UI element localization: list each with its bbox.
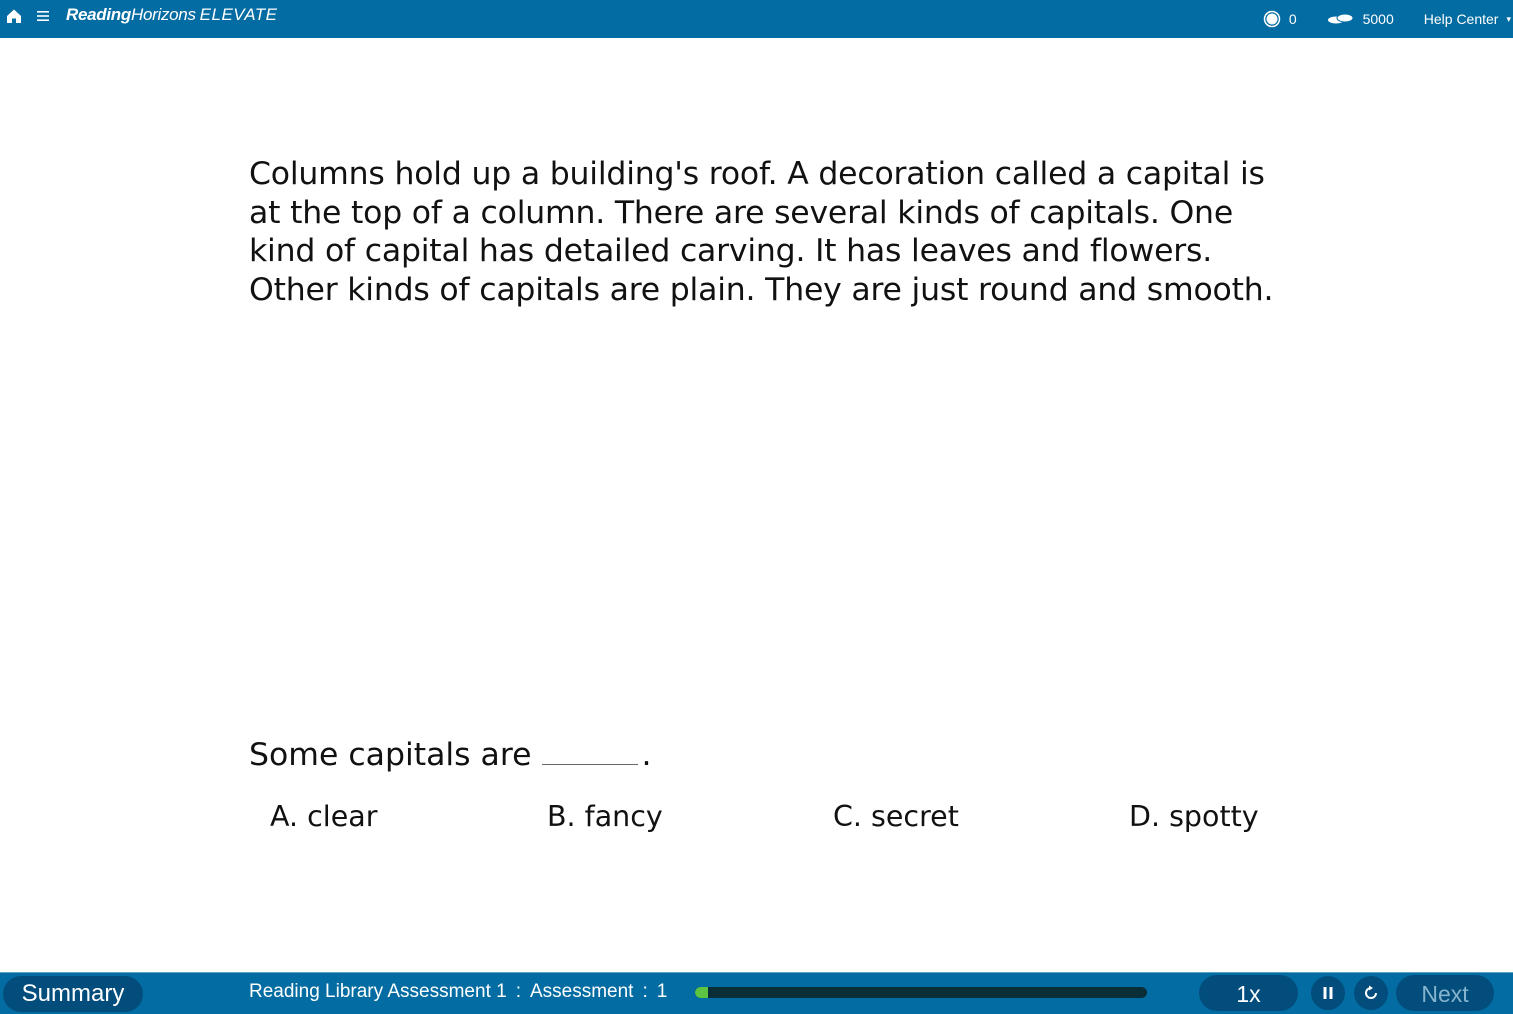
summary-button[interactable]: Summary: [3, 976, 143, 1012]
help-center-label: Help Center: [1423, 11, 1499, 27]
replay-icon: [1363, 985, 1379, 1001]
pause-button[interactable]: [1311, 976, 1345, 1010]
points-value: 0: [1288, 11, 1297, 27]
reading-passage: Columns hold up a building's roof. A decoration called a capital is at the top of a column. There are several kinds of capitals. One kind of capital has detailed carving. It has leaves and flowers. Other kinds of capitals are plain. They are just round and smooth.: [249, 156, 1274, 308]
breadcrumb-assessment-name: Reading Library Assessment 1: [249, 981, 507, 1002]
progress-fill: [695, 987, 708, 998]
answer-option-a[interactable]: A. clear: [270, 800, 378, 833]
next-button[interactable]: Next: [1396, 975, 1494, 1011]
question-text: Some capitals are: [249, 737, 532, 773]
logo-regular: Horizons: [130, 5, 196, 24]
answer-option-b[interactable]: B. fancy: [547, 800, 663, 833]
playback-speed-button[interactable]: 1x: [1199, 975, 1298, 1011]
answer-option-d[interactable]: D. spotty: [1129, 800, 1259, 833]
breadcrumb-separator: :: [642, 981, 648, 1002]
coins-icon: [1327, 12, 1355, 26]
logo-product: ELEVATE: [199, 5, 278, 24]
question-prompt: [249, 737, 652, 773]
home-icon[interactable]: [5, 7, 23, 25]
app-logo[interactable]: [66, 5, 278, 25]
top-navigation-bar: [0, 0, 1513, 38]
points-stat: [1263, 10, 1297, 28]
breadcrumb-section: Assessment: [529, 981, 634, 1002]
chevron-down-icon: ▾: [1506, 13, 1511, 24]
breadcrumb-separator: :: [515, 981, 521, 1002]
answer-option-c[interactable]: C. secret: [833, 800, 959, 833]
circle-points-icon: [1263, 10, 1281, 28]
logo-bold: Reading: [66, 5, 131, 24]
coins-stat: [1327, 11, 1394, 27]
bottom-toolbar: [0, 972, 1513, 1014]
hamburger-menu-icon[interactable]: [36, 9, 50, 23]
breadcrumb-item-number: 1: [656, 981, 668, 1002]
question-end: .: [641, 737, 652, 773]
help-center-menu[interactable]: [1424, 11, 1511, 27]
progress-bar: [695, 987, 1147, 998]
replay-button[interactable]: [1354, 976, 1388, 1010]
pause-icon: [1320, 985, 1336, 1001]
coins-value: 5000: [1362, 11, 1394, 27]
answer-blank: [542, 737, 638, 765]
breadcrumb: [249, 981, 667, 1003]
header-right-group: [1263, 0, 1513, 38]
